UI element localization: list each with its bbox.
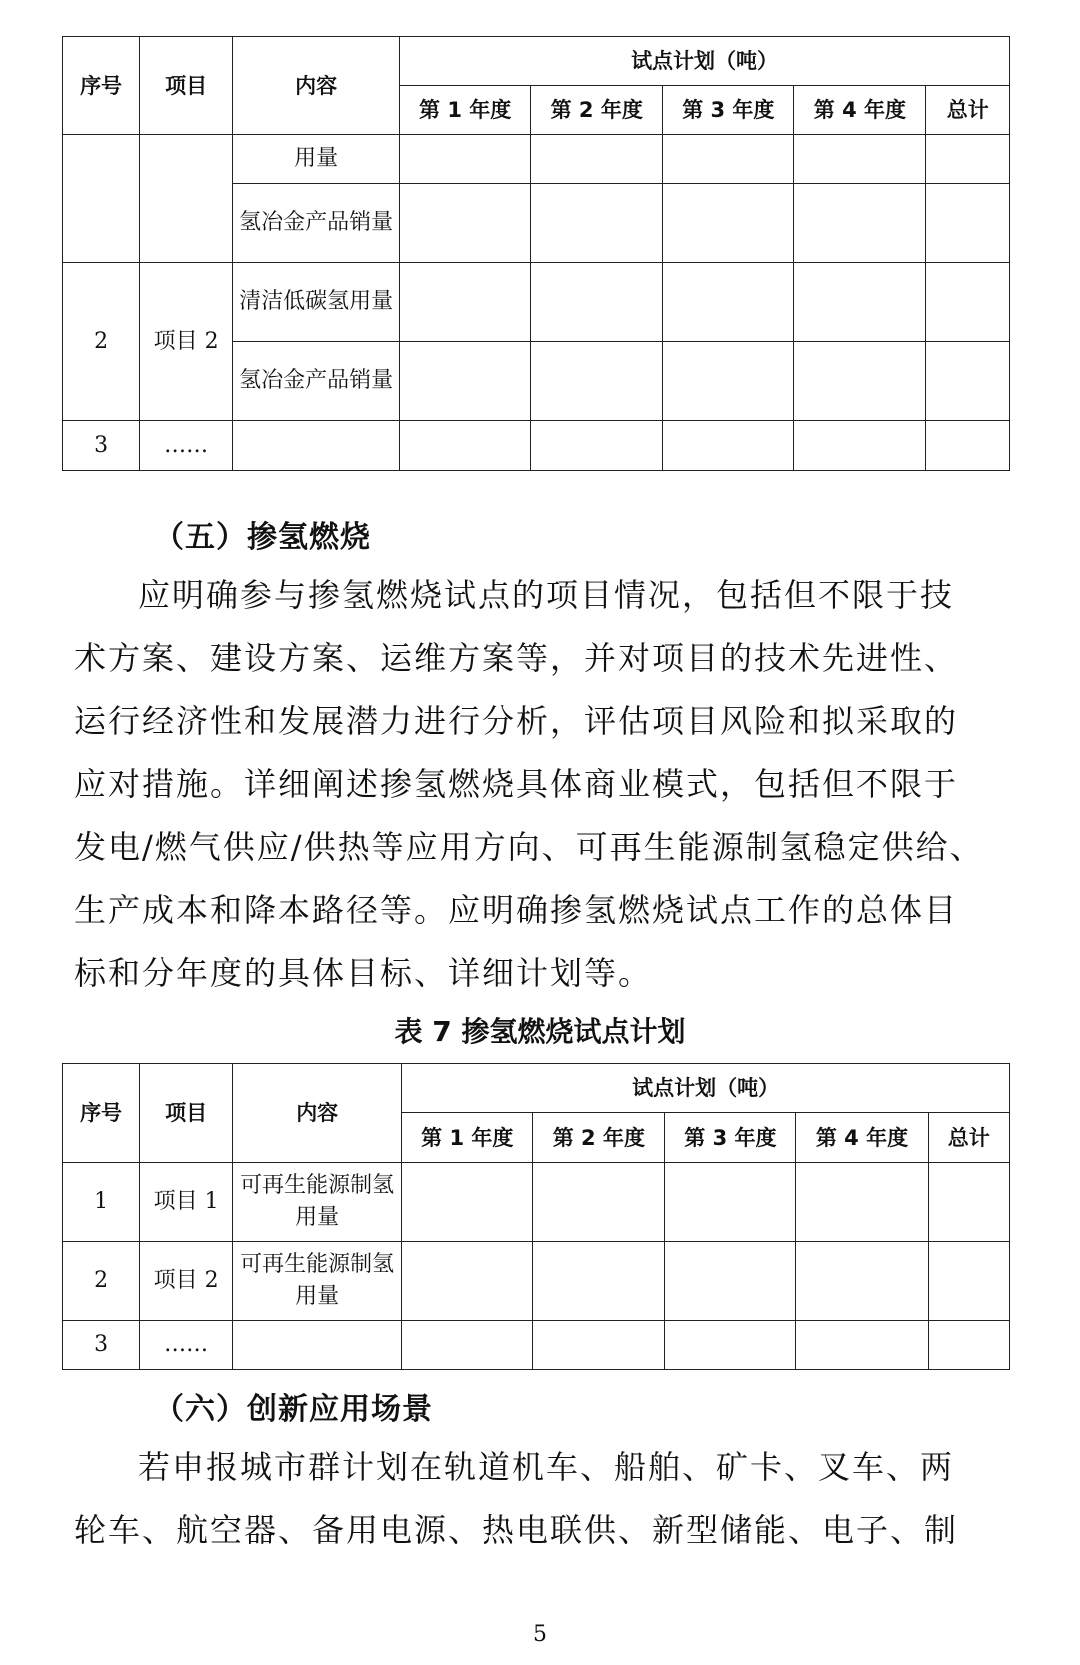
- cell-year-4: [796, 1163, 928, 1242]
- cell-year-4: [796, 1242, 928, 1321]
- header-item: 项目: [140, 1064, 233, 1163]
- cell-year-4: [794, 421, 926, 471]
- row-content: 氢冶金产品销量: [233, 342, 400, 421]
- table-caption: 表 7 掺氢燃烧试点计划: [394, 1015, 686, 1048]
- row-item: ……: [140, 1321, 233, 1370]
- cell-year-2: [533, 1242, 665, 1321]
- header-year-4: 第 4 年度: [796, 1113, 928, 1163]
- body-line: 发电/燃气供应/供热等应用方向、可再生能源制氢稳定供给、: [74, 828, 984, 866]
- hydrogen-blending-pilot-plan-table: [62, 1063, 1010, 1370]
- page-number: 5: [533, 1622, 547, 1647]
- row-content: 用量: [233, 135, 400, 184]
- cell-year-4: [794, 135, 926, 184]
- row-item: 项目 2: [140, 1242, 233, 1321]
- row-content: 可再生能源制氢用量: [233, 1163, 402, 1242]
- cell-year-2: [531, 342, 663, 421]
- cell-year-1: [402, 1321, 533, 1370]
- cell-year-2: [531, 135, 663, 184]
- section-5-body: [74, 564, 1004, 1005]
- cell-year-1: [402, 1163, 533, 1242]
- row-content: 可再生能源制氢用量: [233, 1242, 402, 1321]
- cell-year-1: [400, 421, 531, 471]
- row-content: [233, 421, 400, 471]
- cell-year-2: [533, 1163, 665, 1242]
- header-plan: 试点计划（吨）: [402, 1064, 1010, 1113]
- row-seq: 3: [63, 1321, 140, 1370]
- body-line: 若申报城市群计划在轨道机车、船舶、矿卡、叉车、两: [138, 1448, 955, 1486]
- row-content: [233, 1321, 402, 1370]
- cell-total: [926, 421, 1010, 471]
- cell-year-4: [794, 184, 926, 263]
- body-line: 应对措施。详细阐述掺氢燃烧具体商业模式，包括但不限于: [74, 765, 959, 803]
- cell-year-1: [400, 342, 531, 421]
- row-content: 氢冶金产品销量: [233, 184, 400, 263]
- row-item: 项目 2: [140, 263, 233, 421]
- header-content: 内容: [233, 37, 400, 135]
- row-seq: [63, 135, 140, 263]
- cell-year-3: [665, 1163, 796, 1242]
- row-seq: 2: [63, 263, 140, 421]
- row-content: 清洁低碳氢用量: [233, 263, 400, 342]
- section-heading-5: （五）掺氢燃烧: [154, 520, 371, 555]
- table-row: [63, 421, 1010, 471]
- table-row: [63, 1321, 1010, 1370]
- header-year-3: 第 3 年度: [665, 1113, 796, 1163]
- row-seq: 3: [63, 421, 140, 471]
- table-row: [63, 1242, 1010, 1321]
- table-row: [63, 1163, 1010, 1242]
- cell-year-3: [663, 184, 794, 263]
- row-seq: 2: [63, 1242, 140, 1321]
- cell-year-3: [663, 135, 794, 184]
- body-line: 标和分年度的具体目标、详细计划等。: [74, 954, 653, 992]
- cell-year-1: [400, 263, 531, 342]
- cell-year-1: [400, 184, 531, 263]
- cell-total: [926, 184, 1010, 263]
- cell-year-4: [794, 342, 926, 421]
- row-seq: 1: [63, 1163, 140, 1242]
- cell-year-3: [665, 1321, 796, 1370]
- pilot-plan-table-continued: [62, 36, 1010, 471]
- header-total: 总计: [926, 86, 1010, 135]
- body-line: 运行经济性和发展潜力进行分析，评估项目风险和拟采取的: [74, 702, 959, 740]
- header-year-1: 第 1 年度: [402, 1113, 533, 1163]
- header-year-2: 第 2 年度: [533, 1113, 665, 1163]
- header-seq: 序号: [63, 37, 140, 135]
- header-total: 总计: [928, 1113, 1009, 1163]
- section-6-body: [74, 1436, 1004, 1562]
- header-item: 项目: [140, 37, 233, 135]
- header-year-1: 第 1 年度: [400, 86, 531, 135]
- body-line: 术方案、建设方案、运维方案等，并对项目的技术先进性、: [74, 639, 959, 677]
- cell-total: [926, 135, 1010, 184]
- row-item: [140, 135, 233, 263]
- cell-year-1: [402, 1242, 533, 1321]
- header-content: 内容: [233, 1064, 402, 1163]
- cell-year-2: [533, 1321, 665, 1370]
- body-line: 生产成本和降本路径等。应明确掺氢燃烧试点工作的总体目: [74, 891, 959, 929]
- cell-total: [928, 1163, 1009, 1242]
- table-row: [63, 263, 1010, 342]
- cell-year-1: [400, 135, 531, 184]
- table-row: [63, 135, 1010, 184]
- cell-year-2: [531, 421, 663, 471]
- body-line: 应明确参与掺氢燃烧试点的项目情况，包括但不限于技: [138, 576, 955, 614]
- cell-year-4: [794, 263, 926, 342]
- body-line: 轮车、航空器、备用电源、热电联供、新型储能、电子、制: [74, 1511, 959, 1549]
- cell-year-2: [531, 184, 663, 263]
- header-plan: 试点计划（吨）: [400, 37, 1010, 86]
- cell-year-3: [665, 1242, 796, 1321]
- header-year-4: 第 4 年度: [794, 86, 926, 135]
- cell-total: [926, 342, 1010, 421]
- header-seq: 序号: [63, 1064, 140, 1163]
- cell-year-2: [531, 263, 663, 342]
- header-year-2: 第 2 年度: [531, 86, 663, 135]
- cell-total: [928, 1242, 1009, 1321]
- cell-total: [928, 1321, 1009, 1370]
- section-heading-6: （六）创新应用场景: [154, 1392, 433, 1427]
- cell-year-3: [663, 421, 794, 471]
- row-item: ……: [140, 421, 233, 471]
- cell-year-3: [663, 342, 794, 421]
- cell-year-3: [663, 263, 794, 342]
- cell-year-4: [796, 1321, 928, 1370]
- header-year-3: 第 3 年度: [663, 86, 794, 135]
- row-item: 项目 1: [140, 1163, 233, 1242]
- cell-total: [926, 263, 1010, 342]
